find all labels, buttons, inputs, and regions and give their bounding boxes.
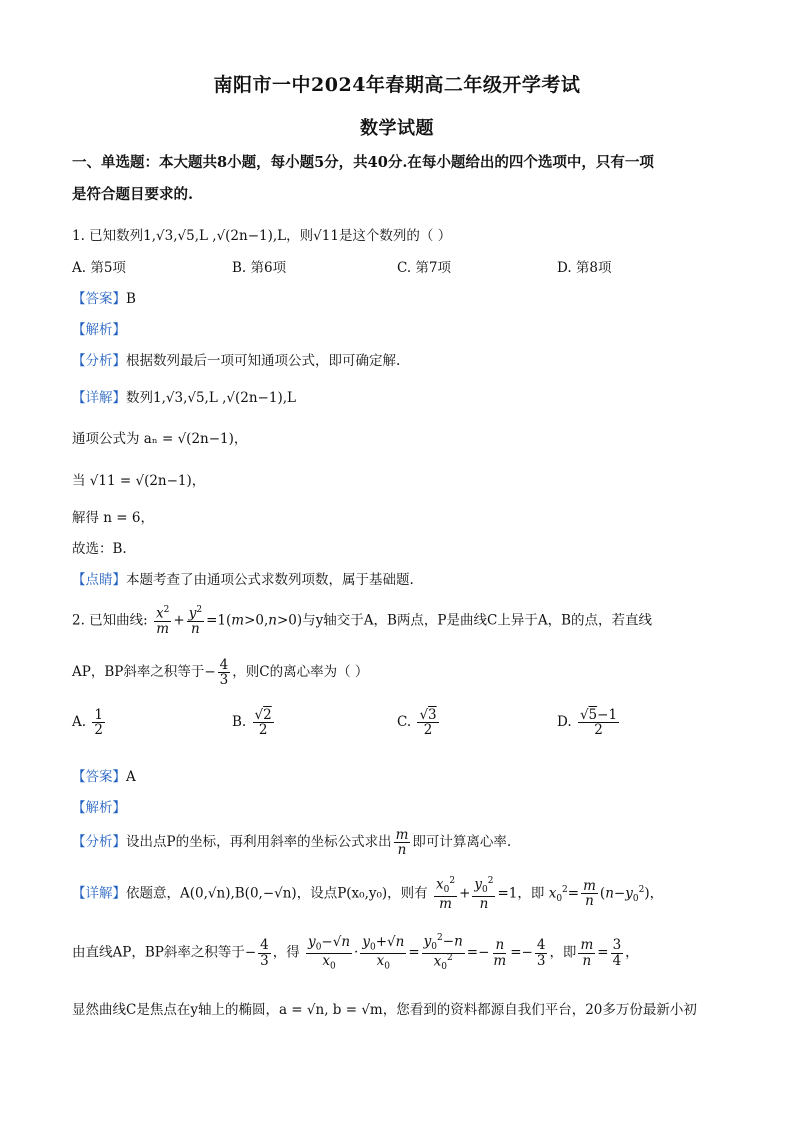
q1-stem-prefix: 1. 已知数列 [72,228,144,244]
q2-frac-y2-n: $\frac{y^2}{n}$ [188,605,203,637]
q2-frac-m-n: $\frac{m}{n}$ [395,827,409,859]
q1-answer [72,287,136,307]
q2-stem-prefix: 2. 已知曲线: [72,612,148,629]
q1-answer-value: B [126,291,136,307]
q2-slope-c: ，即 [549,944,577,961]
q2-answer-value: A [126,769,136,785]
q2-frac-slope2: $\frac{y_0+√n}{x_0}$ [362,933,405,972]
fenxi-tag: 【分析】 [72,834,126,851]
q2-option-b [232,708,276,737]
q1-option-b: B. 第6项 [232,260,287,276]
xiangjie-tag: 【详解】 [72,390,126,406]
q1-option-a: A. 第5项 [72,260,126,276]
q1-sequence: 1,√3,√5,L ,√(2n−1),L [143,228,287,244]
q2-option-c [397,708,441,737]
q2-stem-line2 [72,658,368,687]
q2-option-a [72,708,107,737]
q2-xiangjie: 【详解】依题意，A(0,√n),B(0,−√n)，设点P(x₀,y₀)，则有 $\frac{x_0^2}{m}$ + $\frac{y_0^2}{n}$ =1，即 $x_0^2=$ $\frac{m}{n}$ $(n-y_0^2)$， [72,876,664,912]
fenxi-tag: 【分析】 [72,353,126,369]
q2-slope-a: 由直线AP，BP斜率之积等于− [72,944,257,961]
q2-option-d-label: D. [557,714,572,731]
page-subtitle: 数学试题 [360,118,434,139]
q2-slope-b: ，得 [272,944,300,961]
q2-answer [72,765,136,785]
q2-frac-slope3: $\frac{y_0^2-n}{x_0^2}$ [423,933,463,972]
q2-option-d-frac: $\frac{√5-1}{2}$ [579,707,618,739]
q1-step4: 故选：B. [72,541,127,557]
q1-step1: 通项公式为 aₙ = √(2n−1)， [72,431,248,447]
q1-step3: 解得 n = 6， [72,510,154,526]
q2-xiangjie-a: 依题意，A(0,√n),B(0,−√n)，设点P(x₀,y₀)，则有 [126,885,428,902]
q2-frac-m-n-2: $\frac{m}{n}$ [583,878,596,910]
q1-step2: 当 √11 = √(2n−1)， [72,473,206,489]
q1-option-d: D. 第8项 [557,260,612,276]
q2-fenxi [72,828,511,857]
q2-fenxi-b: 即可计算离心率. [412,834,512,851]
q2-frac-x0-m: $\frac{x_0^2}{m}$ [435,876,456,912]
q2-option-c-frac: $\frac{√3}{2}$ [419,707,437,739]
q2-stem: 2. 已知曲线: $\frac{x^2}{m}$ + $\frac{y^2}{n}$ =1(m>0,n>0)与y轴交于A，B两点，P是曲线C上异于A，B的点，若直线 [72,605,653,637]
page-title: 南阳市一中2024年春期高二年级开学考试 [213,74,581,96]
q2-frac-4-3: $\frac{4}{3}$ [219,657,229,689]
q2-frac-slope1: $\frac{y_0-√n}{x_0}$ [308,933,351,972]
q2-option-b-frac: $\frac{√2}{2}$ [254,707,272,739]
q1-dianjing [72,568,414,588]
q2-xiangjie-b: ，即 [517,885,545,902]
q2-option-b-label: B. [232,714,247,731]
q2-option-c-label: C. [397,714,412,731]
q1-stem [72,224,451,244]
q2-stem-a: 与y轴交于A，B两点，P是曲线C上异于A，B的点，若直线 [302,612,653,629]
q2-fenxi-a: 设出点P的坐标，再利用斜率的坐标公式求出 [126,834,392,851]
q1-stem-suffix: 是这个数列的（ ） [338,228,452,244]
q2-frac-n-m: $\frac{n}{m}$ [493,937,507,969]
dianjing-tag: 【点睛】 [72,572,126,588]
q2-frac-4-3-b: $\frac{4}{3}$ [260,937,269,969]
q1-target: √11 [313,228,339,244]
q2-option-a-frac: $\frac{1}{2}$ [94,707,103,739]
q1-option-c: C. 第7项 [397,260,452,276]
xiangjie-tag: 【详解】 [72,885,126,902]
q1-xiangjie [72,386,296,406]
q2-stem-b1: AP，BP斜率之积等于− [72,664,216,681]
q2-option-d [557,708,621,737]
q2-analysis-tag: 【解析】 [72,800,126,816]
q1-fenxi [72,349,400,369]
q2-stem-b2: ，则C的离心率为（ ） [232,664,369,681]
q2-frac-4-3-c: $\frac{4}{3}$ [536,937,546,969]
q2-last-line: 显然曲线C是焦点在y轴上的椭圆，a = √n, b = √m，您看到的资料都源自我们平台，20多万份最新小初 [72,1002,697,1018]
q2-slope-line: 由直线AP，BP斜率之积等于− $\frac{4}{3}$ ，得 $\frac{y_0-√n}{x_0}$ · $\frac{y_0+√n}{x_0}$ = $\frac{y_0^2-n}{x_0^2}$ =− $\frac{n}{m}$ =− $\frac{4}{3}$ ，即 $\frac{m}{n}$ = $\frac{3}{4}$ ， [72,933,639,972]
q1-xiangjie-text: 数列1,√3,√5,L ,√(2n−1),L [126,390,296,406]
q2-frac-x2-m: $\frac{x^2}{m}$ [156,605,170,637]
section-heading-line2: 是符合题目要求的. [72,186,194,203]
q2-frac-m-n-3: $\frac{m}{n}$ [580,937,594,969]
q2-frac-3-4: $\frac{3}{4}$ [612,937,622,969]
answer-tag: 【答案】 [72,291,126,307]
q1-dianjing-text: 本题考查了由通项公式求数列项数，属于基础题. [126,572,414,588]
q1-fenxi-text: 根据数列最后一项可知通项公式，即可确定解. [126,353,401,369]
section-heading-line1: 一、单选题：本大题共8小题，每小题5分，共40分.在每小题给出的四个选项中，只有一项 [72,154,654,171]
q1-stem-mid: ，则 [286,228,314,244]
answer-tag: 【答案】 [72,769,126,785]
q2-option-a-label: A. [72,714,87,731]
q2-frac-y0-n: $\frac{y_0^2}{n}$ [474,876,494,912]
q1-analysis-tag: 【解析】 [72,322,126,338]
